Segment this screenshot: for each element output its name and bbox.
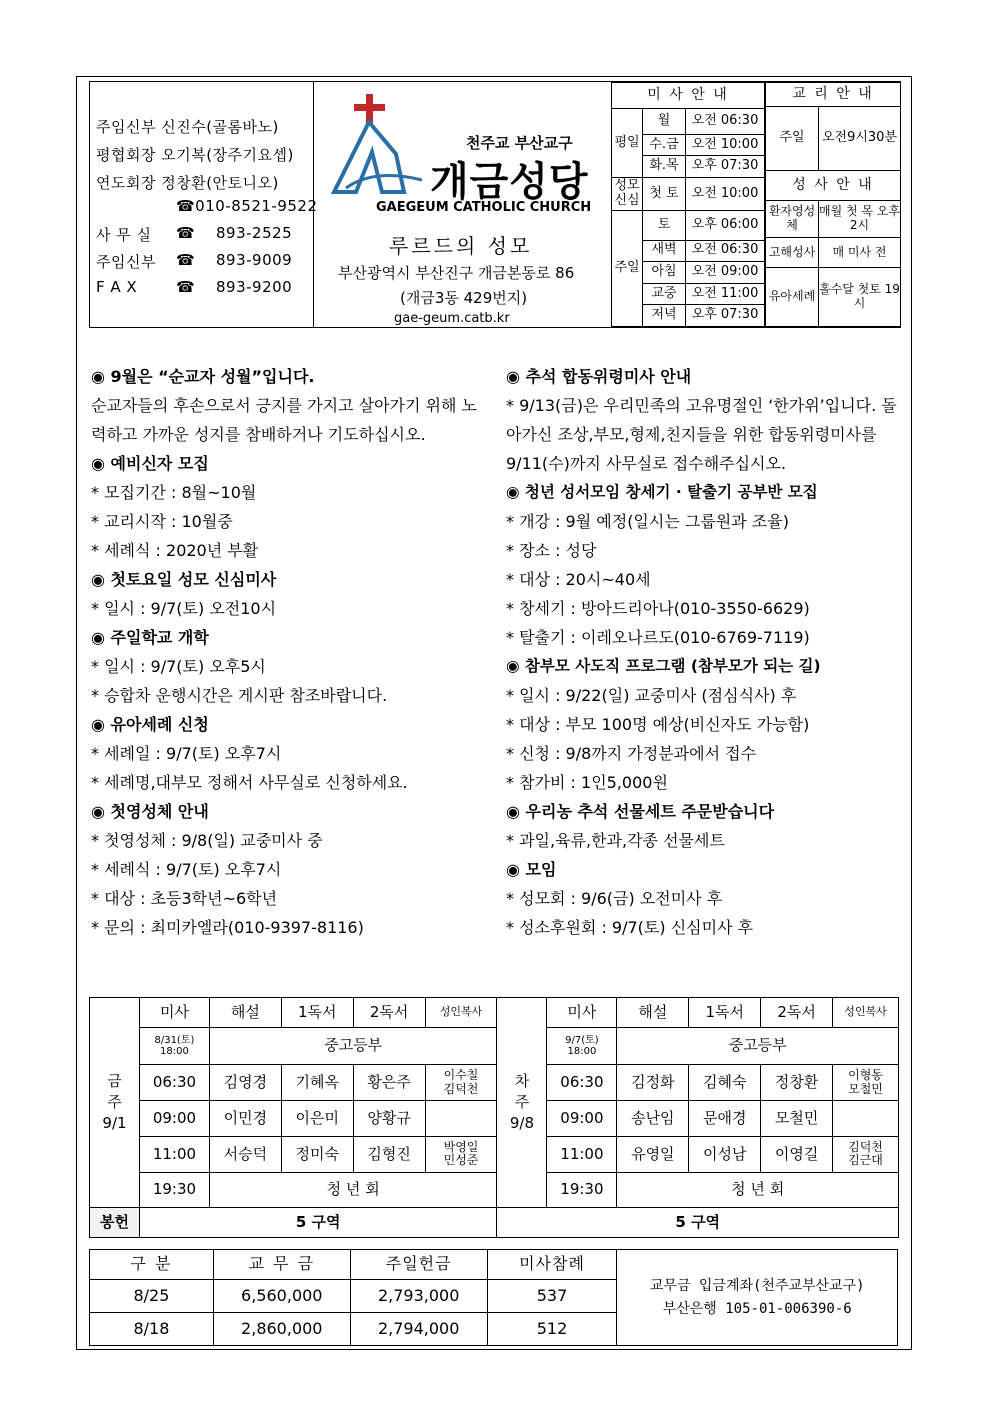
fax-label: F A X (96, 278, 138, 296)
mass-time-cell: 09:00 (547, 1101, 617, 1136)
finance-table (89, 1249, 898, 1346)
list-item: * 대상 : 초등3학년~6학년 (91, 889, 278, 908)
liturgy-schedule-table (89, 997, 899, 1238)
column-header: 2독서 (761, 998, 833, 1028)
commentator-cell: 송난임 (617, 1101, 689, 1136)
section-heading: ◉ 모임 (506, 860, 557, 879)
list-item: * 참가비 : 1인5,000원 (506, 773, 668, 792)
section-heading: ◉ 첫토요일 성모 신심미사 (91, 570, 277, 589)
list-item: * 세례명,대부모 정해서 사무실로 신청하세요. (91, 773, 408, 792)
commentator-cell: 유영일 (617, 1136, 689, 1172)
sunday-mass-time: 오전 11:00 (686, 283, 765, 305)
server-cell: 박영일 민성준 (425, 1136, 497, 1172)
weekday-day: 월 (643, 108, 686, 134)
column-header: 미사 (139, 998, 209, 1028)
server-cell (833, 1101, 899, 1136)
list-item: * 대상 : 부모 100명 예상(비신자도 가능함) (506, 715, 810, 734)
infant-baptism-time: 홀수달 첫토 19시 (819, 268, 901, 327)
church-logo-block (314, 82, 612, 327)
reader1-cell: 이성남 (689, 1136, 761, 1172)
weekday-time: 오후 07:30 (686, 156, 765, 178)
infant-baptism-label: 유아세례 (766, 268, 819, 327)
list-item: * 승합차 운행시간은 게시판 참조바랍니다. (91, 686, 388, 705)
reader2-cell: 정창환 (761, 1064, 833, 1100)
mass-time-cell: 09:00 (139, 1101, 209, 1136)
announcements-right (506, 362, 906, 942)
reader2-cell: 모철민 (761, 1101, 833, 1136)
sunday-mass-name: 교중 (643, 283, 686, 305)
reader2-cell: 김형진 (353, 1136, 425, 1172)
list-item: * 첫영성체 : 9/8(일) 교중미사 중 (91, 831, 323, 850)
offering-this-week: 5 구역 (139, 1207, 497, 1237)
office-phone: 893-2525 (216, 224, 293, 242)
server-cell: 이수칠 김덕천 (425, 1064, 497, 1100)
pastor-phone-label: 주임신부 (96, 253, 156, 271)
reader2-cell: 양황규 (353, 1101, 425, 1136)
commentator-cell: 김정화 (617, 1064, 689, 1100)
church-logo-icon (326, 92, 436, 202)
mass-time-cell: 11:00 (139, 1136, 209, 1172)
column-header: 성인복사 (425, 998, 497, 1028)
mass-time-cell: 11:00 (547, 1136, 617, 1172)
diocese-name: 천주교 부산교구 (466, 134, 573, 152)
office-label: 사 무 실 (96, 226, 152, 244)
column-header: 1독서 (281, 998, 353, 1028)
account-info (617, 1250, 898, 1346)
mass-time-cell: 8/31(토) 18:00 (139, 1028, 209, 1064)
reader1-cell: 이은미 (281, 1101, 353, 1136)
mass-time-cell: 06:30 (139, 1064, 209, 1100)
column-header: 교 무 금 (213, 1250, 350, 1280)
column-header: 주일헌금 (350, 1250, 487, 1280)
commentator-cell: 김영경 (209, 1064, 281, 1100)
church-name: 개금성당 (430, 159, 589, 205)
league-president: 연도회장 정창환(안토니오) (96, 174, 279, 192)
phone-icon: ☎ (176, 278, 196, 296)
column-header: 구 분 (90, 1250, 214, 1280)
assigned-group: 중고등부 (209, 1028, 497, 1064)
sunday-mass-name: 토 (643, 211, 686, 240)
sunday-mass-time: 오전 09:00 (686, 262, 765, 284)
phone-icon: ☎ (176, 224, 196, 242)
bulletin-header (89, 81, 901, 328)
phone-icon: ☎ (176, 251, 196, 269)
mass-time-cell: 9/7(토) 18:00 (547, 1028, 617, 1064)
list-item: * 장소 : 성당 (506, 541, 597, 560)
fax-phone: 893-9200 (216, 278, 293, 296)
list-item: * 대상 : 20시~40세 (506, 570, 651, 589)
first-sat-label: 성모신심 (612, 178, 643, 211)
reader1-cell: 김혜숙 (689, 1064, 761, 1100)
table-cell: 6,560,000 (213, 1280, 350, 1313)
catechism-time: 오전9시30분 (819, 107, 901, 171)
section-heading: ◉ 참부모 사도직 프로그램 (참부모가 되는 길) (506, 657, 821, 675)
reader2-cell: 이영길 (761, 1136, 833, 1172)
mass-info-table (611, 82, 765, 327)
mass-info-title: 미 사 안 내 (612, 83, 765, 109)
weekday-day: 수.금 (643, 134, 686, 156)
pastor-phone: 893-9009 (216, 251, 293, 269)
catechism-title: 교 리 안 내 (766, 83, 901, 107)
list-item: * 세례식 : 2020년 부활 (91, 541, 259, 560)
server-cell: 김덕천 김근대 (833, 1136, 899, 1172)
list-item: * 모집기간 : 8월~10월 (91, 483, 257, 502)
mass-time-cell: 19:30 (139, 1173, 209, 1207)
server-cell: 이형동 모철민 (833, 1064, 899, 1100)
patron-title: 루르드의 성모 (389, 234, 533, 258)
list-item: * 창세기 : 방아드리아나(010-3550-6629) (506, 599, 810, 618)
section-heading: ◉ 첫영성체 안내 (91, 802, 209, 821)
catechism-sacrament-table (765, 82, 901, 327)
assigned-group: 중고등부 (617, 1028, 899, 1064)
sunday-mass-name: 새벽 (643, 240, 686, 262)
list-item: * 세례식 : 9/7(토) 오후7시 (91, 860, 282, 879)
section-heading: ◉ 유아세례 신청 (91, 715, 209, 734)
section-heading: ◉ 예비신자 모집 (91, 454, 209, 473)
reader2-cell: 황은주 (353, 1064, 425, 1100)
next-week-label: 차 주 9/8 (497, 998, 547, 1208)
this-week-label: 금 주 9/1 (90, 998, 140, 1208)
table-cell: 537 (487, 1280, 617, 1313)
weekday-time: 오전 10:00 (686, 134, 765, 156)
column-header: 미사 (547, 998, 617, 1028)
assigned-group: 청 년 회 (617, 1173, 899, 1207)
catechism-label: 주일 (766, 107, 819, 171)
weekday-label: 평일 (612, 108, 643, 177)
list-item: * 성소후원회 : 9/7(토) 신심미사 후 (506, 918, 754, 937)
council-president: 평협회장 오기복(장주기요셉) (96, 146, 294, 164)
section-heading: ◉ 청년 성서모임 창세기 · 탈출기 공부반 모집 (506, 483, 818, 501)
list-item: * 교리시작 : 10월중 (91, 512, 233, 531)
church-website[interactable]: gae-geum.catb.kr (394, 311, 510, 326)
sunday-mass-time: 오후 07:30 (686, 305, 765, 327)
sunday-mass-name: 저녁 (643, 305, 686, 327)
account-number: 부산은행 105-01-006390-6 (662, 1300, 852, 1317)
table-cell: 2,794,000 (350, 1313, 487, 1346)
server-cell (425, 1101, 497, 1136)
list-item: * 세례일 : 9/7(토) 오후7시 (91, 744, 282, 763)
sick-communion-label: 환자영성체 (766, 201, 819, 238)
account-line: 교무금 입금계좌(천주교부산교구) (649, 1278, 865, 1295)
column-header: 미사참례 (487, 1250, 617, 1280)
section-heading: ◉ 9월은 “순교자 성월”입니다. (91, 367, 315, 386)
reader1-cell: 기혜옥 (281, 1064, 353, 1100)
staff-contacts (90, 82, 318, 327)
sunday-mass-name: 아침 (643, 262, 686, 284)
sunday-mass-time: 오전 06:30 (686, 240, 765, 262)
sunday-mass-time: 오후 06:00 (686, 211, 765, 240)
announcement-paragraph: 순교자들의 후손으로서 긍지를 가지고 살아가기 위해 노력하고 가까운 성지를 참배하거나 기도하십시오. (91, 396, 478, 444)
table-cell: 8/18 (90, 1313, 214, 1346)
column-header: 해설 (617, 998, 689, 1028)
reader1-cell: 정미숙 (281, 1136, 353, 1172)
announcement-paragraph: * 9/13(금)은 우리민족의 고유명절인 ‘한가위’입니다. 돌아가신 조상,부모,형제,친지들을 위한 합동위령미사를 9/11(수)까지 사무실로 접수해주십시오. (506, 396, 897, 473)
column-header: 해설 (209, 998, 281, 1028)
church-address: 부산광역시 부산진구 개금본동로 86 (338, 264, 575, 282)
weekday-time: 오전 06:30 (686, 108, 765, 134)
list-item: * 일시 : 9/7(토) 오전10시 (91, 599, 277, 618)
sacrament-title: 성 사 안 내 (766, 171, 901, 201)
offering-next-week: 5 구역 (497, 1207, 899, 1237)
list-item: * 탈출기 : 이레오나르도(010-6769-7119) (506, 628, 810, 647)
confession-time: 매 미사 전 (819, 238, 901, 268)
list-item: * 일시 : 9/22(일) 교중미사 (점심식사) 후 (506, 686, 797, 705)
list-item: * 과일,육류,한과,각종 선물세트 (506, 831, 725, 850)
mobile-phone: ☎010-8521-9522 (176, 197, 318, 215)
announcements-left (91, 362, 511, 942)
section-heading: ◉ 우리농 추석 선물세트 주문받습니다 (506, 802, 775, 821)
commentator-cell: 서승덕 (209, 1136, 281, 1172)
pastor-name: 주임신부 신진수(골롬바노) (96, 118, 279, 136)
table-cell: 8/25 (90, 1280, 214, 1313)
first-sat-time: 오전 10:00 (686, 178, 765, 211)
section-heading: ◉ 주일학교 개학 (91, 628, 209, 647)
column-header: 1독서 (689, 998, 761, 1028)
list-item: * 신청 : 9/8까지 가정분과에서 접수 (506, 744, 757, 763)
church-address-detail: (개금3동 429번지) (400, 289, 528, 307)
first-sat-day: 첫 토 (643, 178, 686, 211)
list-item: * 일시 : 9/7(토) 오후5시 (91, 657, 266, 676)
table-cell: 512 (487, 1313, 617, 1346)
table-cell: 2,793,000 (350, 1280, 487, 1313)
column-header: 2독서 (353, 998, 425, 1028)
church-name-en: GAEGEUM CATHOLIC CHURCH (376, 200, 592, 215)
assigned-group: 청 년 회 (209, 1173, 497, 1207)
weekday-day: 화.목 (643, 156, 686, 178)
sick-communion-time: 매월 첫 목 오후 2시 (819, 201, 901, 238)
column-header: 성인복사 (833, 998, 899, 1028)
offering-label: 봉헌 (90, 1207, 140, 1237)
section-heading: ◉ 추석 합동위령미사 안내 (506, 367, 692, 386)
list-item: * 성모회 : 9/6(금) 오전미사 후 (506, 889, 723, 908)
commentator-cell: 이민경 (209, 1101, 281, 1136)
mass-time-cell: 19:30 (547, 1173, 617, 1207)
reader1-cell: 문애경 (689, 1101, 761, 1136)
sunday-label: 주일 (612, 211, 643, 327)
mass-time-cell: 06:30 (547, 1064, 617, 1100)
list-item: * 문의 : 최미카엘라(010-9397-8116) (91, 918, 364, 937)
list-item: * 개강 : 9월 예정(일시는 그룹원과 조율) (506, 512, 789, 531)
table-cell: 2,860,000 (213, 1313, 350, 1346)
confession-label: 고해성사 (766, 238, 819, 268)
